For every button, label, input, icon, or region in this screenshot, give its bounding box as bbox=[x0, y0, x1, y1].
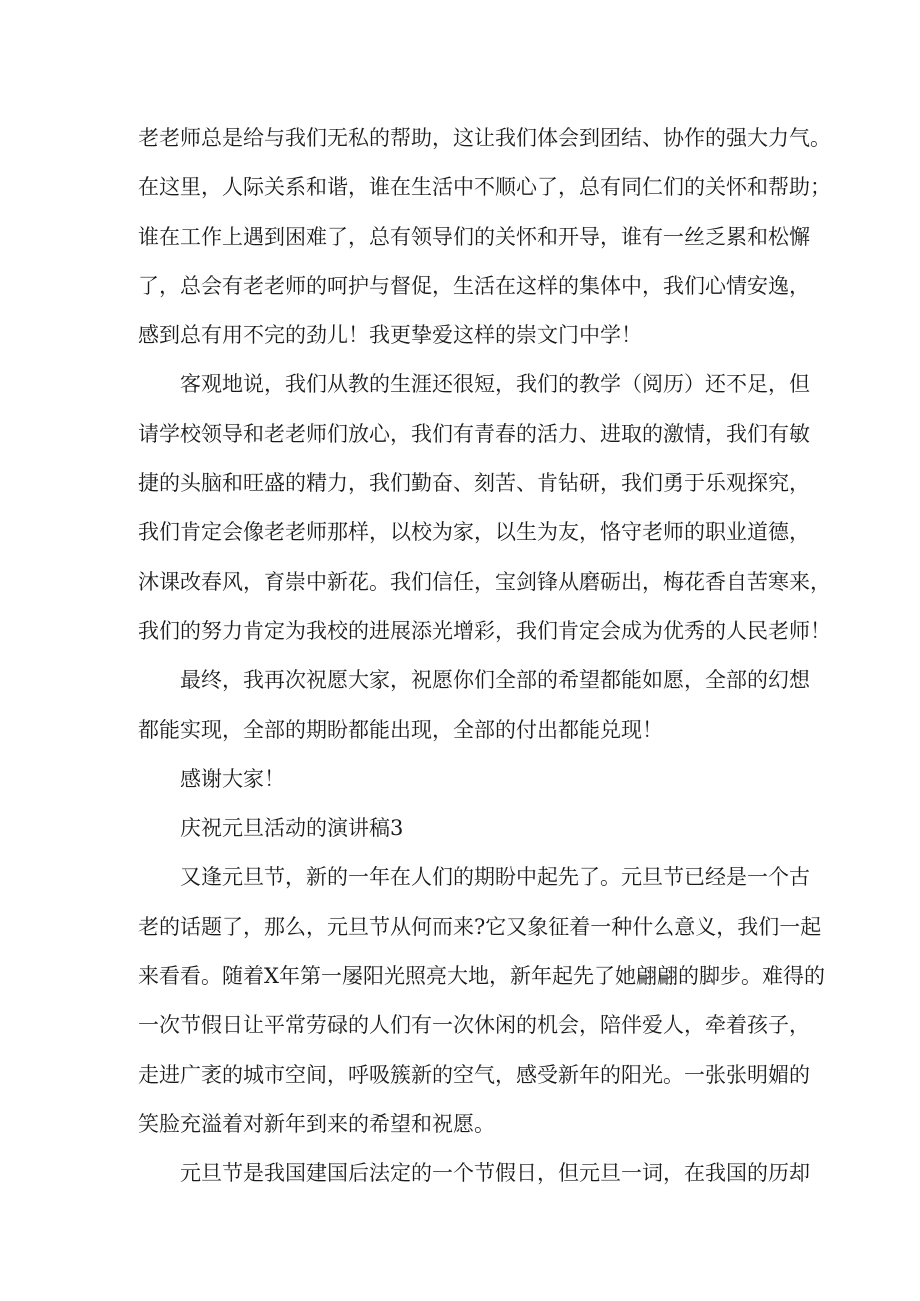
text-line: 在这里，人际关系和谐，谁在生活中不顺心了，总有同仁们的关怀和帮助； bbox=[138, 175, 831, 200]
text-line: 客观地说，我们从教的生涯还很短，我们的教学（阅历）还不足，但 bbox=[180, 372, 810, 397]
text-line: 走进广袤的城市空间，呼吸簇新的空气，感受新年的阳光。一张张明媚的 bbox=[138, 1062, 810, 1087]
document-body bbox=[138, 114, 831, 1199]
text-line: 庆祝元旦活动的演讲稿3 bbox=[180, 816, 404, 841]
text-line: 老老师总是给与我们无私的帮助，这让我们体会到团结、协作的强大力气。 bbox=[138, 126, 831, 150]
text-line: 感谢大家！ bbox=[180, 766, 285, 791]
text-line: 元旦节是我国建国后法定的一个节假日，但元旦一词，在我国的历却 bbox=[180, 1161, 810, 1186]
text-line: 最终，我再次祝愿大家，祝愿你们全部的希望都能如愿，全部的幻想 bbox=[180, 668, 810, 693]
text-line: 我们的努力肯定为我校的进展添光增彩，我们肯定会成为优秀的人民老师！ bbox=[138, 618, 831, 643]
text-line: 老的话题了，那么，元旦节从何而来?它又象征着一种什么意义，我们一起 bbox=[138, 914, 822, 939]
text-line: 又逢元旦节，新的一年在人们的期盼中起先了。元旦节已经是一个古 bbox=[180, 865, 810, 890]
text-line: 来看看。随着X年第一屡阳光照亮大地，新年起先了她翩翩的脚步。难得的 bbox=[138, 964, 825, 989]
text-line: 了，总会有老老师的呵护与督促，生活在这样的集体中，我们心情安逸， bbox=[138, 273, 810, 298]
text-line: 一次节假日让平常劳碌的人们有一次休闲的机会，陪伴爱人，牵着孩子， bbox=[138, 1013, 810, 1038]
text-line: 笑脸充溢着对新年到来的希望和祝愿。 bbox=[138, 1111, 495, 1136]
text-line: 谁在工作上遇到困难了，总有领导们的关怀和开导，谁有一丝乏累和松懈 bbox=[138, 224, 810, 249]
text-line: 捷的头脑和旺盛的精力，我们勤奋、刻苦、肯钻研，我们勇于乐观探究， bbox=[138, 471, 810, 496]
text-line: 我们肯定会像老老师那样，以校为家，以生为友，恪守老师的职业道德， bbox=[138, 520, 810, 545]
text-line: 感到总有用不完的劲儿！我更挚爱这样的崇文门中学！ bbox=[138, 323, 642, 348]
text-line: 沐课改春风，育崇中新花。我们信任，宝剑锋从磨砺出，梅花香自苦寒来， bbox=[138, 569, 831, 594]
text-line: 都能实现，全部的期盼都能出现，全部的付出都能兑现！ bbox=[138, 717, 663, 742]
text-line: 请学校领导和老老师们放心，我们有青春的活力、进取的激情，我们有敏 bbox=[138, 421, 810, 446]
